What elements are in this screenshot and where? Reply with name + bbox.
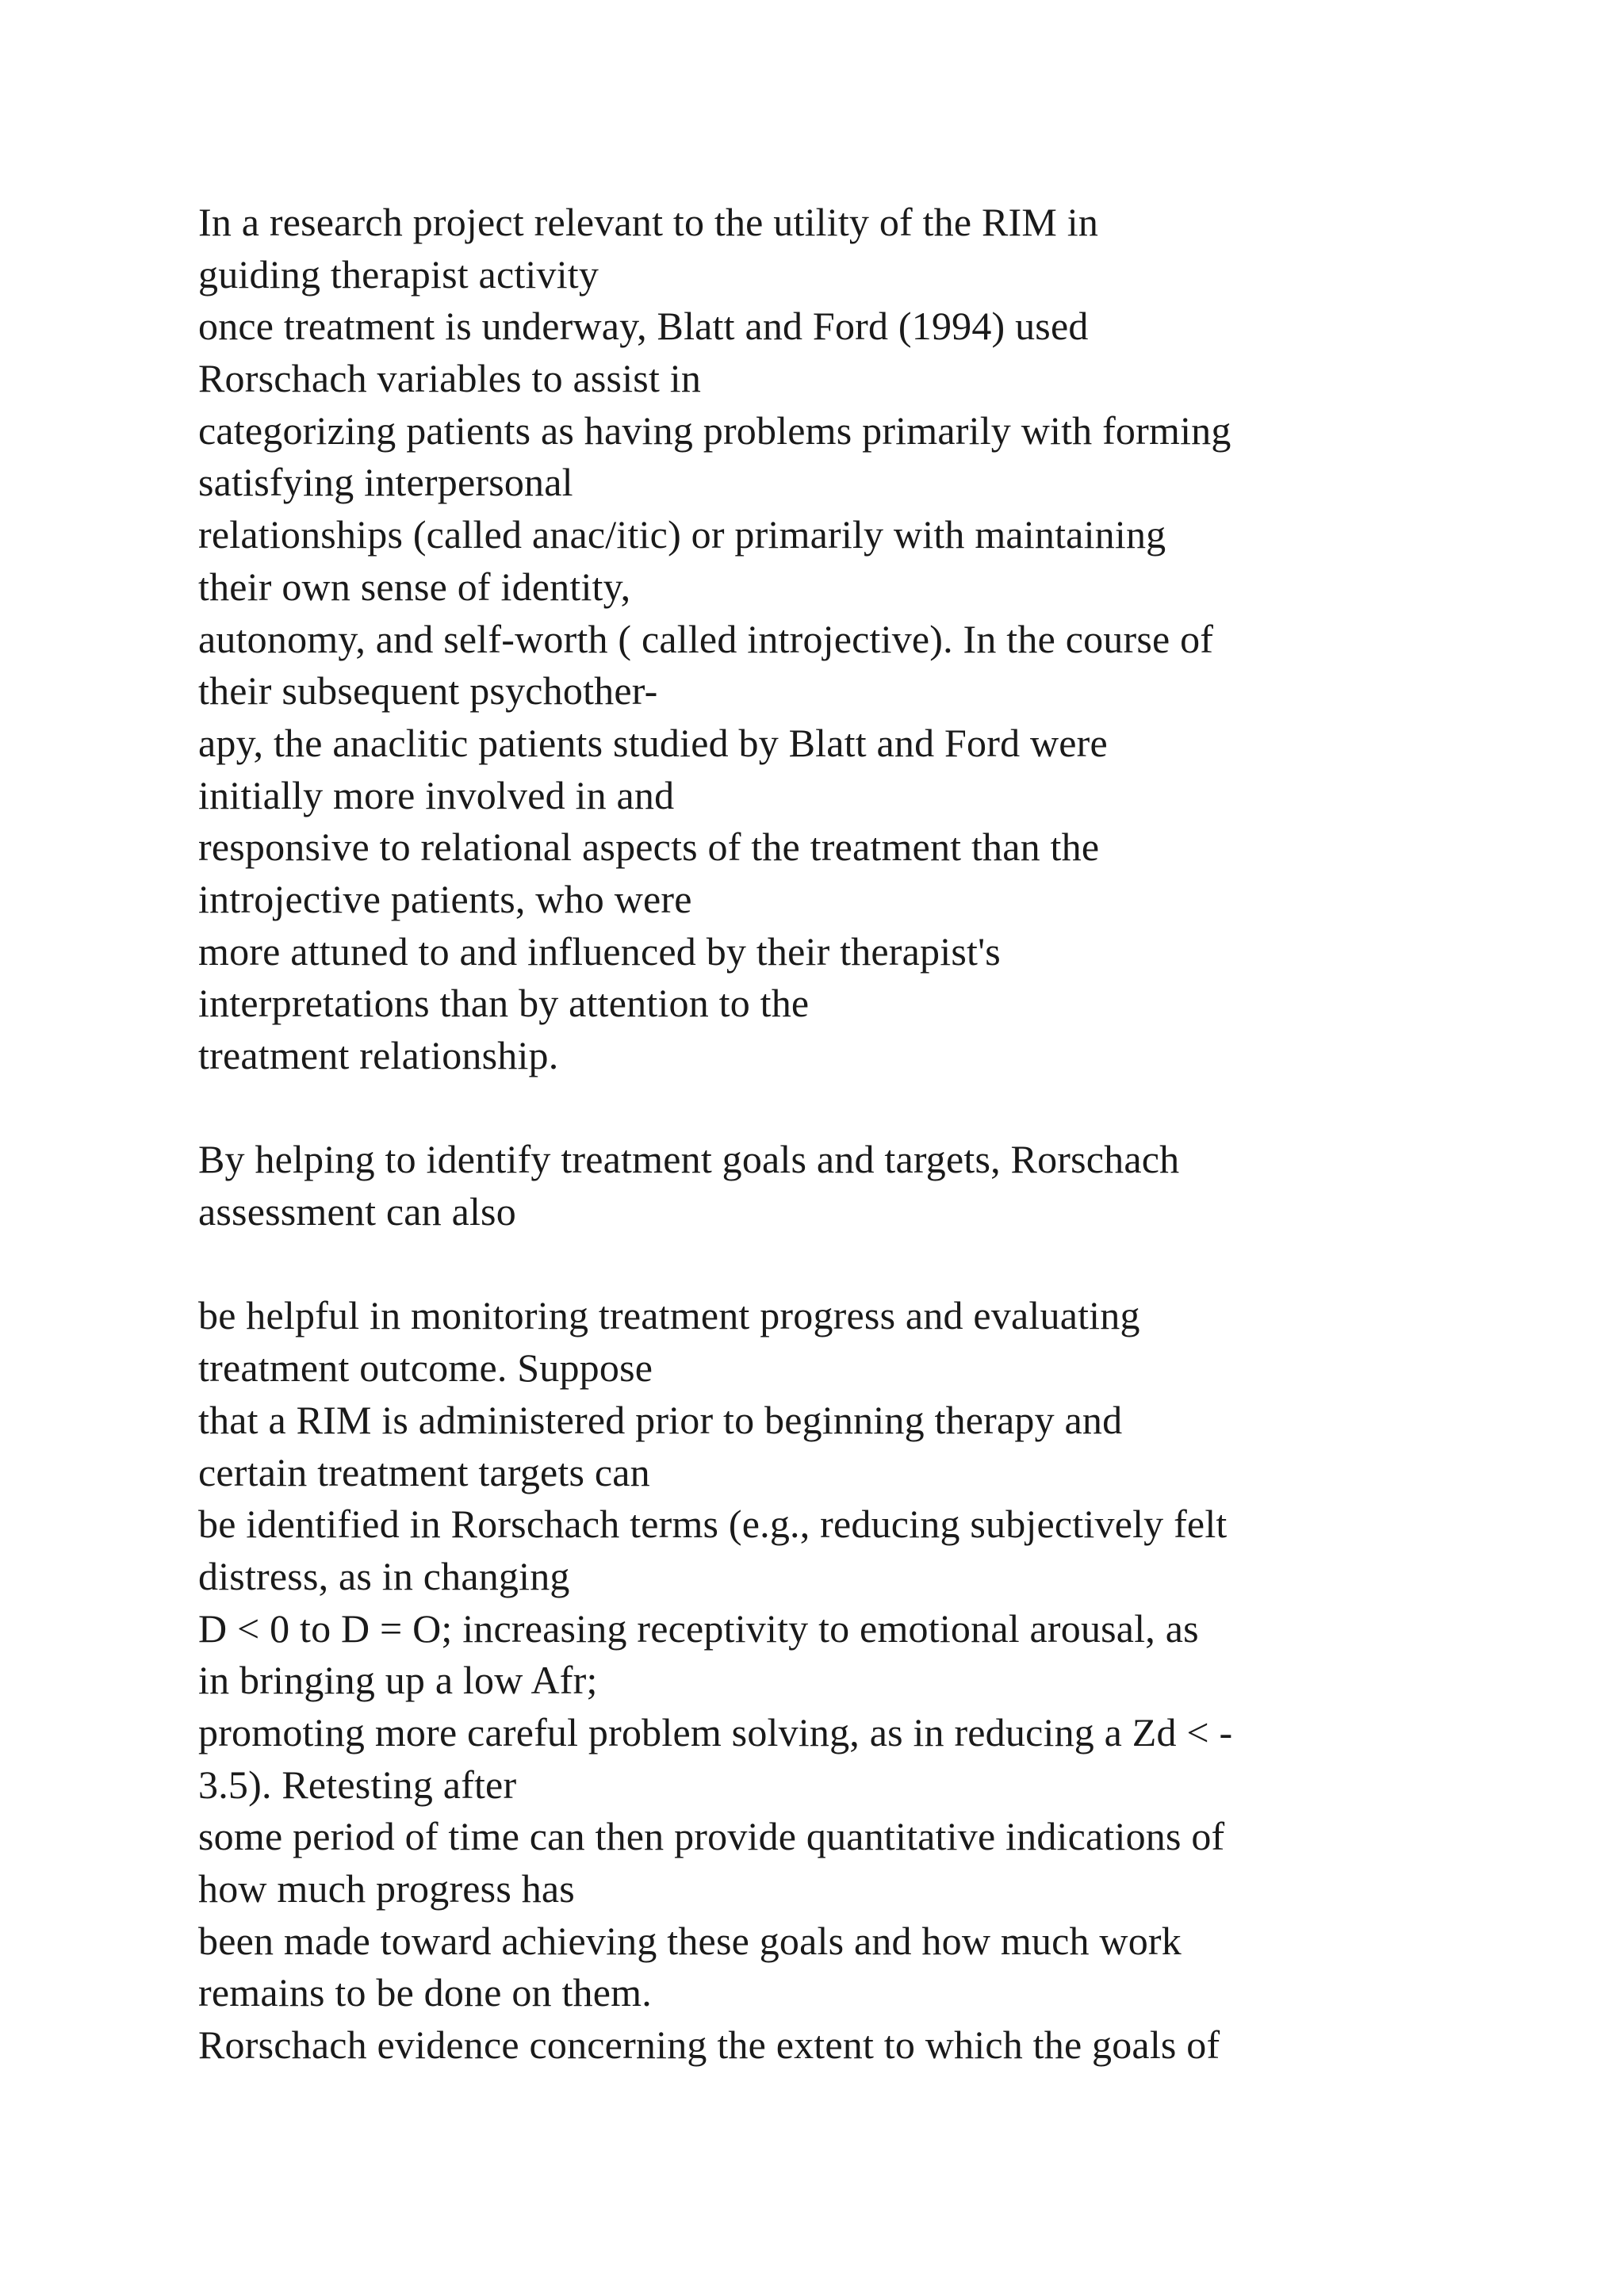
text-line: their own sense of identity, [198,564,631,609]
text-line: some period of time can then provide quantitative indications of [198,1814,1225,1859]
text-line: their subsequent psychother- [198,668,658,714]
text-line: Rorschach evidence concerning the extent to which the goals of [198,2022,1220,2068]
text-line: interpretations than by attention to the [198,981,810,1026]
text-line: be identified in Rorschach terms (e.g., reducing subjectively felt [198,1502,1228,1547]
text-line: been made toward achieving these goals and how much work [198,1918,1182,1963]
text-line: By helping to identify treatment goals and targets, Rorschach [198,1137,1180,1182]
text-line: distress, as in changing [198,1553,570,1598]
text-line: more attuned to and influenced by their therapist's [198,928,1001,974]
text-line: introjective patients, who were [198,876,692,921]
text-line: In a research project relevant to the utility of the RIM in [198,200,1099,244]
text-line: assessment can also [198,1189,516,1234]
paragraph-3 [198,1290,1435,2071]
text-line: responsive to relational aspects of the treatment than the [198,825,1100,870]
text-line: that a RIM is administered prior to beginning therapy and [198,1397,1123,1442]
text-line: be helpful in monitoring treatment progress and evaluating [198,1293,1140,1338]
text-line: satisfying interpersonal [198,460,573,505]
text-line: once treatment is underway, Blatt and Ford (1994) used [198,304,1089,349]
paragraph-2 [198,1134,1435,1238]
paragraph-gap [198,1082,1435,1135]
text-line: guiding therapist activity [198,251,599,297]
text-line: treatment outcome. Suppose [198,1345,653,1391]
text-line: apy, the anaclitic patients studied by Blatt and Ford were [198,720,1108,765]
text-line: Rorschach variables to assist in [198,356,702,401]
paragraph-gap [198,1238,1435,1291]
text-line: certain treatment targets can [198,1449,650,1494]
text-line: initially more involved in and [198,772,675,817]
text-line: D < 0 to D = O; increasing receptivity to emotional arousal, as [198,1605,1199,1651]
text-line: promoting more careful problem solving, as in reducing a Zd < - [198,1709,1233,1755]
text-line: 3.5). Retesting after [198,1762,517,1807]
text-line: autonomy, and self-worth ( called introjective). In the course of [198,616,1214,661]
document-body [198,197,1435,2072]
text-line: remains to be done on them. [198,1970,652,2015]
text-line: how much progress has [198,1866,575,1911]
paragraph-1 [198,197,1435,1082]
text-line: treatment relationship. [198,1033,559,1077]
text-line: in bringing up a low Afr; [198,1658,598,1703]
text-line: relationships (called anac/itic) or primarily with maintaining [198,512,1166,557]
text-line: categorizing patients as having problems primarily with forming [198,408,1231,453]
